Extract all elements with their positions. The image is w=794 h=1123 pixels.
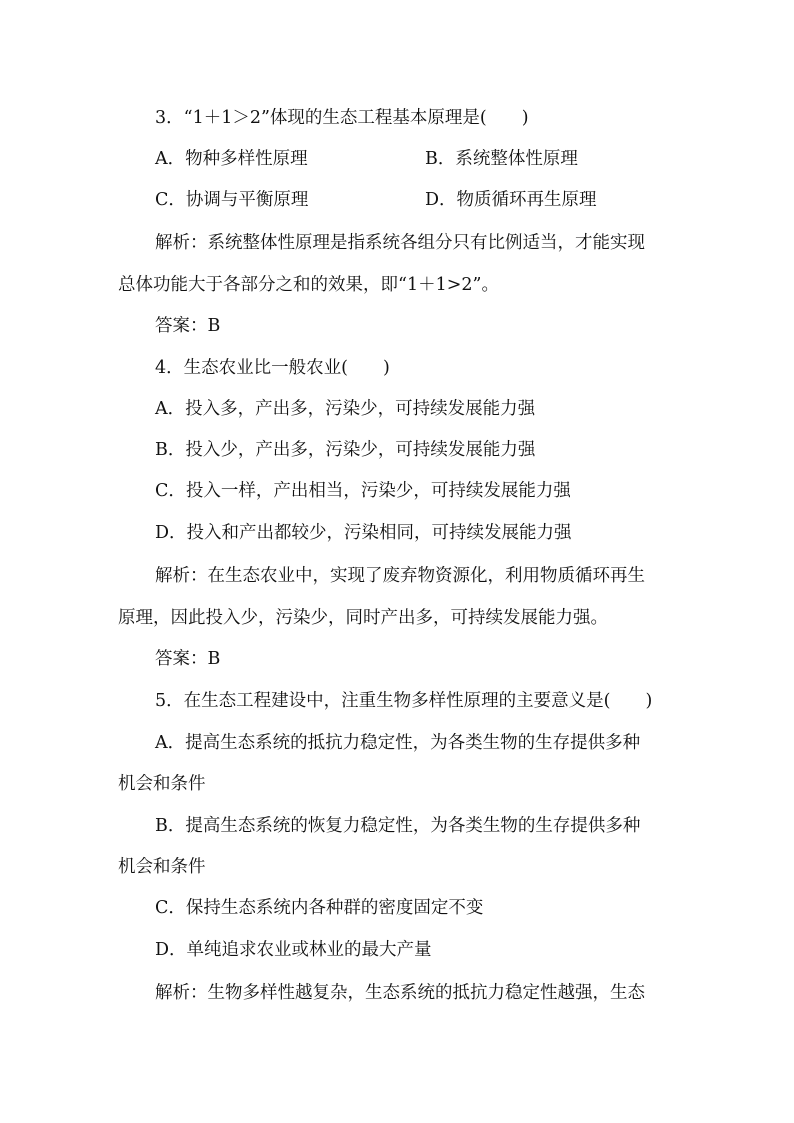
q4-option-d: D．投入和产出都较少，污染相同，可持续发展能力强 (155, 523, 572, 543)
q3-analysis-label: 解析： (155, 233, 208, 253)
q3-option-a: A．物种多样性原理 (155, 149, 308, 169)
q5-analysis (155, 980, 645, 1006)
q4-option-b: B．投入少，产出多，污染少，可持续发展能力强 (155, 440, 536, 460)
q3-analysis-line-2: 总体功能大于各部分之和的效果，即“1＋1>2”。 (118, 275, 499, 295)
q3-option-b: B．系统整体性原理 (425, 149, 578, 169)
q4-stem: 4．生态农业比一般农业( ) (155, 358, 390, 378)
q3-option-d: D．物质循环再生原理 (425, 190, 597, 210)
q5-analysis-line-1: 生物多样性越复杂，生态系统的抵抗力稳定性越强，生态 (207, 983, 645, 1003)
q3-analysis-line-1: 系统整体性原理是指系统各组分只有比例适当，才能实现 (207, 233, 645, 253)
q4-analysis-line-2: 原理，因此投入少，污染少，同时产出多，可持续发展能力强。 (118, 608, 608, 628)
q5-analysis-label: 解析： (155, 983, 208, 1003)
q5-option-b-cont: 机会和条件 (118, 857, 206, 877)
q4-analysis-line-1: 在生态农业中，实现了废弃物资源化，利用物质循环再生 (207, 566, 645, 586)
q4-analysis (155, 563, 645, 589)
q5-option-b: B．提高生态系统的恢复力稳定性，为各类生物的生存提供多种 (155, 816, 641, 836)
q4-analysis-label: 解析： (155, 566, 208, 586)
q5-option-a-cont: 机会和条件 (118, 774, 206, 794)
q5-stem: 5．在生态工程建设中，注重生物多样性原理的主要意义是( ) (155, 691, 653, 711)
q3-option-c: C．协调与平衡原理 (155, 190, 309, 210)
q4-option-c: C．投入一样，产出相当，污染少，可持续发展能力强 (155, 481, 571, 501)
q4-option-a: A．投入多，产出多，污染少，可持续发展能力强 (155, 399, 536, 419)
q5-option-a: A．提高生态系统的抵抗力稳定性，为各类生物的生存提供多种 (155, 733, 641, 753)
q3-analysis (155, 230, 645, 256)
q5-option-c: C．保持生态系统内各种群的密度固定不变 (155, 898, 484, 918)
q3-answer: 答案：B (155, 316, 221, 336)
q4-answer: 答案：B (155, 649, 221, 669)
q3-stem: 3．“1＋1＞2”体现的生态工程基本原理是( ) (155, 108, 529, 128)
q5-option-d: D．单纯追求农业或林业的最大产量 (155, 940, 432, 960)
